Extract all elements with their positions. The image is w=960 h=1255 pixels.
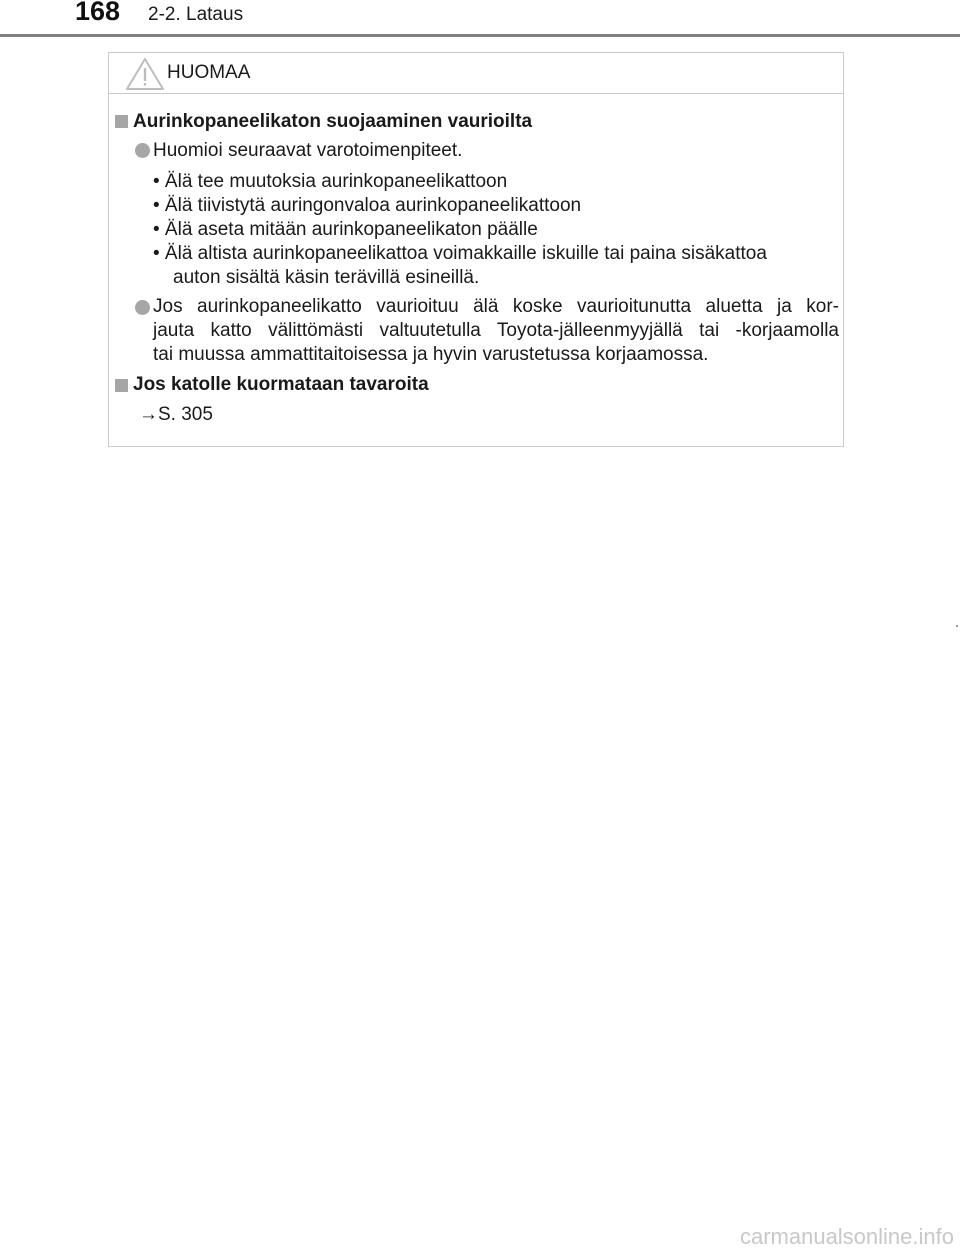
section-title: 2-2. Lataus (148, 4, 244, 25)
round-bullet-icon (135, 300, 150, 315)
round-bullet-icon (135, 143, 150, 158)
bullet-text: tai muussa ammattitaitoisessa ja hyvin varustetussa korjaamossa. (153, 344, 709, 365)
list-item: • Älä aseta mitään aurinkopaneelikaton päälle (153, 219, 538, 240)
notice-header (109, 53, 843, 93)
bullet-text: Jos aurinkopaneelikatto vaurioituu älä koske vaurioitunutta aluetta ja kor- (153, 296, 839, 317)
notice-box (108, 52, 844, 447)
warning-triangle-icon (125, 57, 165, 91)
section-heading-roof-load: Jos katolle kuormataan tavaroita (133, 374, 429, 395)
square-bullet-icon (115, 379, 128, 392)
page-header (0, 0, 960, 40)
list-item: • Älä tee muutoksia aurinkopaneelikattoon (153, 171, 508, 192)
notice-title: HUOMAA (167, 62, 251, 83)
list-item-continuation: auton sisältä käsin terävillä esineillä. (173, 267, 480, 288)
bullet-text: jauta katto välittömästi valtuutetulla Toyota-jälleenmyyjällä tai -korjaamolla (153, 320, 839, 341)
list-item: • Älä altista aurinkopaneelikattoa voimakkaille iskuille tai paina sisäkattoa (153, 243, 767, 264)
list-item: • Älä tiivistytä auringonvaloa aurinkopaneelikattoon (153, 195, 582, 216)
page-reference-link[interactable]: →S. 305 (139, 404, 213, 425)
bullet-text: Huomioi seuraavat varotoimenpiteet. (153, 140, 463, 161)
section-heading-solar-roof: Aurinkopaneelikaton suojaaminen vaurioilta (133, 111, 533, 132)
square-bullet-icon (115, 115, 128, 128)
watermark: carmanualsonline.info (739, 1224, 954, 1249)
page-number: 168 (75, 0, 121, 26)
header-rule (0, 34, 960, 37)
edge-mark (956, 625, 958, 627)
notice-divider (109, 93, 843, 94)
